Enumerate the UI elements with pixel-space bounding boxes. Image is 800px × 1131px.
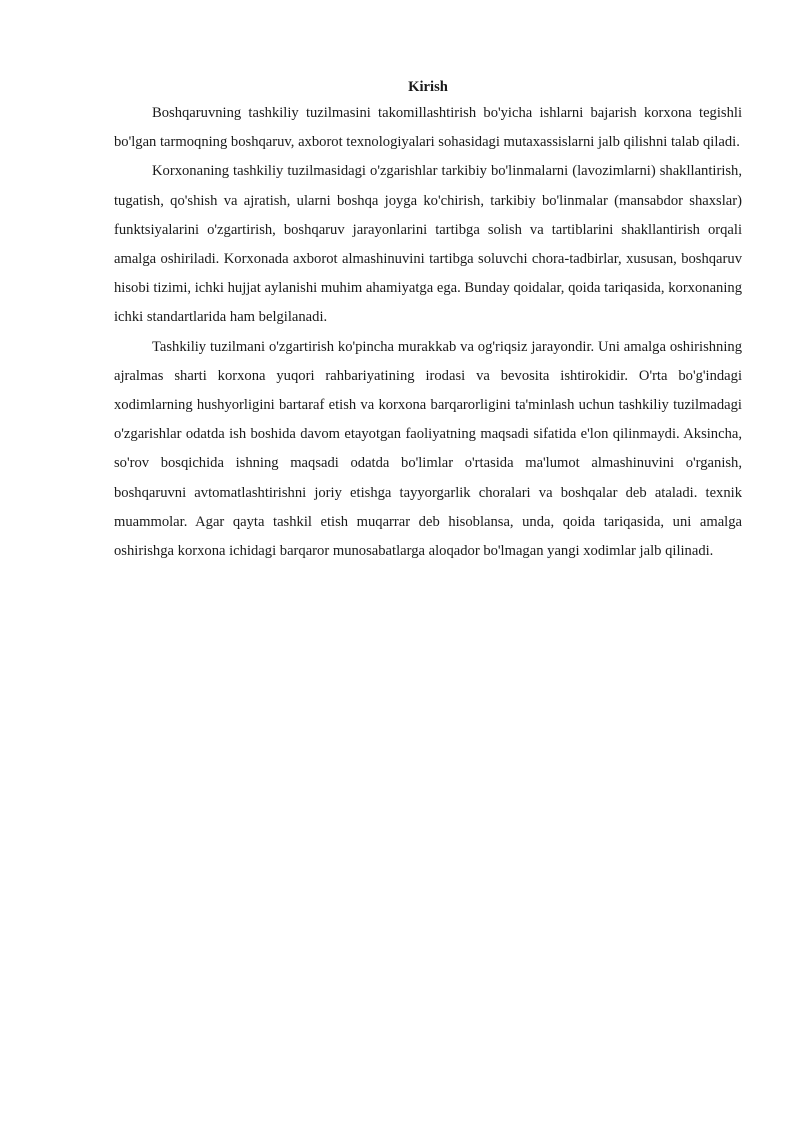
document-body — [114, 75, 742, 566]
paragraph-2: Korxonaning tashkiliy tuzilmasidagi o'zgarishlar tarkibiy bo'linmalarni (lavozimlarni) shakllantirish, tugatish, qo'shish va ajratish, ularni boshqa joyga ko'chirish, tarkibiy bo'linmalar (mansabdor shaxslar) funktsiyalarini o'zgartirish, boshqaruv jarayonlarini tartibga solish va tartiblarini shakllantirish orqali amalga oshiriladi. Korxonada axborot almashinuvini tartibga soluvchi chora-tadbirlar, xususan, boshqaruv hisobi tizimi, ichki hujjat aylanishi muhim ahamiyatga ega. Bunday qoidalar, qoida tariqasida, korxonaning ichki standartlarida ham belgilanadi. — [114, 163, 742, 326]
document-title: Kirish — [408, 79, 448, 95]
paragraph-1: Boshqaruvning tashkiliy tuzilmasini takomillashtirish bo'yicha ishlarni bajarish korxona tegishli bo'lgan tarmoqning boshqaruv, axborot texnologiyalari sohasidagi mutaxassislarni jalb qilishni talab qiladi. — [114, 105, 742, 151]
paragraph-3: Tashkiliy tuzilmani o'zgartirish ko'pincha murakkab va og'riqsiz jarayondir. Uni amalga oshirishning ajralmas sharti korxona yuqori rahbariyatining irodasi va bevosita ishtirokidir. O'rta bo'g'indagi xodimlarning hushyorligini bartaraf etish va korxona barqarorligini ta'minlash uchun tashkiliy tuzilmadagi o'zgarishlar odatda ish boshida davom etayotgan faoliyatning maqsadi sifatida e'lon qilinmaydi. Aksincha, so'rov bosqichida ishning maqsadi odatda bo'limlar o'rtasida ma'lumot almashinuvini o'rganish, boshqaruvni avtomatlashtirishni joriy etishga tayyorgarlik choralari va boshqalar deb ataladi. texnik muammolar. Agar qayta tashkil etish muqarrar deb hisoblansa, unda, qoida tariqasida, uni amalga oshirishga korxona ichidagi barqaror munosabatlarga aloqador bo'lmagan yangi xodimlar jalb qilinadi. — [114, 338, 742, 560]
